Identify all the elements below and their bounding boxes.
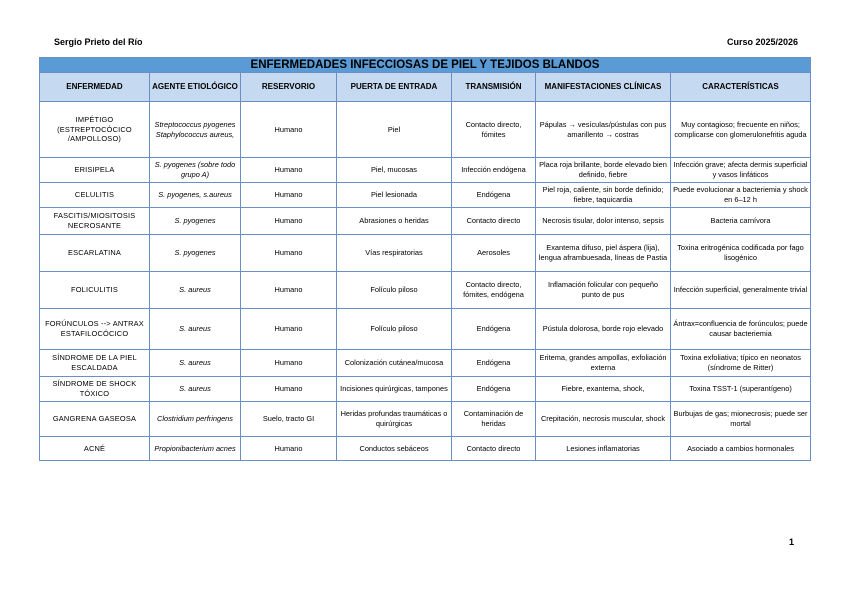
column-header-agente: AGENTE ETIOLÓGICO xyxy=(150,73,241,102)
cell-entry: Heridas profundas traumáticas o quirúrgicas xyxy=(337,402,452,437)
page-number: 1 xyxy=(788,537,794,547)
cell-manifestations: Eritema, grandes ampollas, exfoliación externa xyxy=(536,350,671,377)
cell-reservoir: Humano xyxy=(241,377,337,402)
table-row xyxy=(40,208,811,235)
table-row xyxy=(40,402,811,437)
cell-disease: FASCITIS/MIOSITOSIS NECROSANTE xyxy=(40,208,150,235)
cell-features: Asociado a cambios hormonales xyxy=(671,437,811,461)
cell-reservoir: Humano xyxy=(241,208,337,235)
table-row xyxy=(40,158,811,183)
table-row xyxy=(40,309,811,350)
cell-disease: ACNÉ xyxy=(40,437,150,461)
cell-reservoir: Humano xyxy=(241,158,337,183)
cell-entry: Folículo piloso xyxy=(337,309,452,350)
cell-entry: Colonización cutánea/mucosa xyxy=(337,350,452,377)
cell-features: Toxina exfoliativa; típico en neonatos (síndrome de Ritter) xyxy=(671,350,811,377)
cell-manifestations: Pápulas → vesículas/pústulas con pus amarillento → costras xyxy=(536,102,671,158)
author-name: Sergio Prieto del Río xyxy=(54,37,143,47)
cell-transmission: Contacto directo xyxy=(452,437,536,461)
cell-disease: CELULITIS xyxy=(40,183,150,208)
cell-agent: S. pyogenes xyxy=(150,208,241,235)
cell-agent: S. pyogenes xyxy=(150,235,241,272)
cell-entry: Piel lesionada xyxy=(337,183,452,208)
cell-manifestations: Pústula dolorosa, borde rojo elevado xyxy=(536,309,671,350)
cell-transmission: Contaminación de heridas xyxy=(452,402,536,437)
cell-agent: S. aureus xyxy=(150,272,241,309)
cell-disease: SÍNDROME DE LA PIEL ESCALDADA xyxy=(40,350,150,377)
cell-agent: S. pyogenes, s.aureus xyxy=(150,183,241,208)
cell-transmission: Endógena xyxy=(452,183,536,208)
cell-agent: S. aureus xyxy=(150,350,241,377)
column-header-caracteristicas: CARACTERÍSTICAS xyxy=(671,73,811,102)
cell-features: Puede evolucionar a bacteriemia y shock en 6–12 h xyxy=(671,183,811,208)
cell-features: Toxina eritrogénica codificada por fago lisogénico xyxy=(671,235,811,272)
cell-features: Muy contagioso; frecuente en niños; complicarse con glomerulonefritis aguda xyxy=(671,102,811,158)
cell-features: Bacteria carnívora xyxy=(671,208,811,235)
table-row xyxy=(40,377,811,402)
cell-reservoir: Humano xyxy=(241,437,337,461)
cell-entry: Abrasiones o heridas xyxy=(337,208,452,235)
cell-features: Ántrax=confluencia de forúnculos; puede causar bacteriemia xyxy=(671,309,811,350)
cell-reservoir: Humano xyxy=(241,350,337,377)
cell-manifestations: Exantema difuso, piel áspera (lija), lengua aframbuesada, líneas de Pastia xyxy=(536,235,671,272)
cell-disease: GANGRENA GASEOSA xyxy=(40,402,150,437)
cell-entry: Conductos sebáceos xyxy=(337,437,452,461)
cell-reservoir: Humano xyxy=(241,272,337,309)
column-header-puerta: PUERTA DE ENTRADA xyxy=(337,73,452,102)
cell-transmission: Infección endógena xyxy=(452,158,536,183)
cell-disease: FORÚNCULOS --> ANTRAX ESTAFILOCÓCICO xyxy=(40,309,150,350)
cell-manifestations: Lesiones inflamatorias xyxy=(536,437,671,461)
table-row xyxy=(40,350,811,377)
cell-features: Toxina TSST-1 (superantígeno) xyxy=(671,377,811,402)
course-label: Curso 2025/2026 xyxy=(726,37,798,47)
cell-agent: S. pyogenes (sobre todo grupo A) xyxy=(150,158,241,183)
table-row xyxy=(40,183,811,208)
cell-reservoir: Humano xyxy=(241,102,337,158)
cell-reservoir: Humano xyxy=(241,183,337,208)
cell-features: Infección grave; afecta dermis superficial y vasos linfáticos xyxy=(671,158,811,183)
cell-manifestations: Necrosis tisular, dolor intenso, sepsis xyxy=(536,208,671,235)
cell-manifestations: Crepitación, necrosis muscular, shock xyxy=(536,402,671,437)
cell-manifestations: Placa roja brillante, borde elevado bien definido, fiebre xyxy=(536,158,671,183)
cell-entry: Piel, mucosas xyxy=(337,158,452,183)
cell-entry: Vías respiratorias xyxy=(337,235,452,272)
cell-agent: Clostridium perfringens xyxy=(150,402,241,437)
cell-features: Burbujas de gas; mionecrosis; puede ser mortal xyxy=(671,402,811,437)
column-header-reservorio: RESERVORIO xyxy=(241,73,337,102)
cell-transmission: Endógena xyxy=(452,350,536,377)
cell-reservoir: Humano xyxy=(241,235,337,272)
table-title: ENFERMEDADES INFECCIOSAS DE PIEL Y TEJIDOS BLANDOS xyxy=(40,58,811,73)
column-header-enfermedad: ENFERMEDAD xyxy=(40,73,150,102)
cell-reservoir: Suelo, tracto GI xyxy=(241,402,337,437)
table-row xyxy=(40,272,811,309)
cell-transmission: Endógena xyxy=(452,309,536,350)
cell-transmission: Contacto directo, fómites xyxy=(452,102,536,158)
column-header-manifestaciones: MANIFESTACIONES CLÍNICAS xyxy=(536,73,671,102)
column-header-row xyxy=(40,73,811,102)
cell-entry: Folículo piloso xyxy=(337,272,452,309)
cell-reservoir: Humano xyxy=(241,309,337,350)
cell-disease: ERISIPELA xyxy=(40,158,150,183)
diseases-table xyxy=(39,57,811,461)
cell-transmission: Aerosoles xyxy=(452,235,536,272)
cell-transmission: Endógena xyxy=(452,377,536,402)
cell-disease: SÍNDROME DE SHOCK TÓXICO xyxy=(40,377,150,402)
cell-entry: Incisiones quirúrgicas, tampones xyxy=(337,377,452,402)
cell-manifestations: Inflamación folicular con pequeño punto de pus xyxy=(536,272,671,309)
cell-disease: IMPÉTIGO (ESTREPTOCÓCICO /AMPOLLOSO) xyxy=(40,102,150,158)
cell-disease: FOLICULITIS xyxy=(40,272,150,309)
cell-agent: Streptococcus pyogenes Staphylococcus aureus, xyxy=(150,102,241,158)
cell-agent: S. aureus xyxy=(150,309,241,350)
cell-features: Infección superficial, generalmente trivial xyxy=(671,272,811,309)
cell-disease: ESCARLATINA xyxy=(40,235,150,272)
table-row xyxy=(40,235,811,272)
column-header-transmision: TRANSMISIÓN xyxy=(452,73,536,102)
table-row xyxy=(40,437,811,461)
cell-agent: S. aureus xyxy=(150,377,241,402)
cell-manifestations: Piel roja, caliente, sin borde definido; fiebre, taquicardia xyxy=(536,183,671,208)
table-row xyxy=(40,102,811,158)
cell-manifestations: Fiebre, exantema, shock, xyxy=(536,377,671,402)
cell-transmission: Contacto directo xyxy=(452,208,536,235)
cell-transmission: Contacto directo, fómites, endógena xyxy=(452,272,536,309)
cell-entry: Piel xyxy=(337,102,452,158)
cell-agent: Propionibacterium acnes xyxy=(150,437,241,461)
